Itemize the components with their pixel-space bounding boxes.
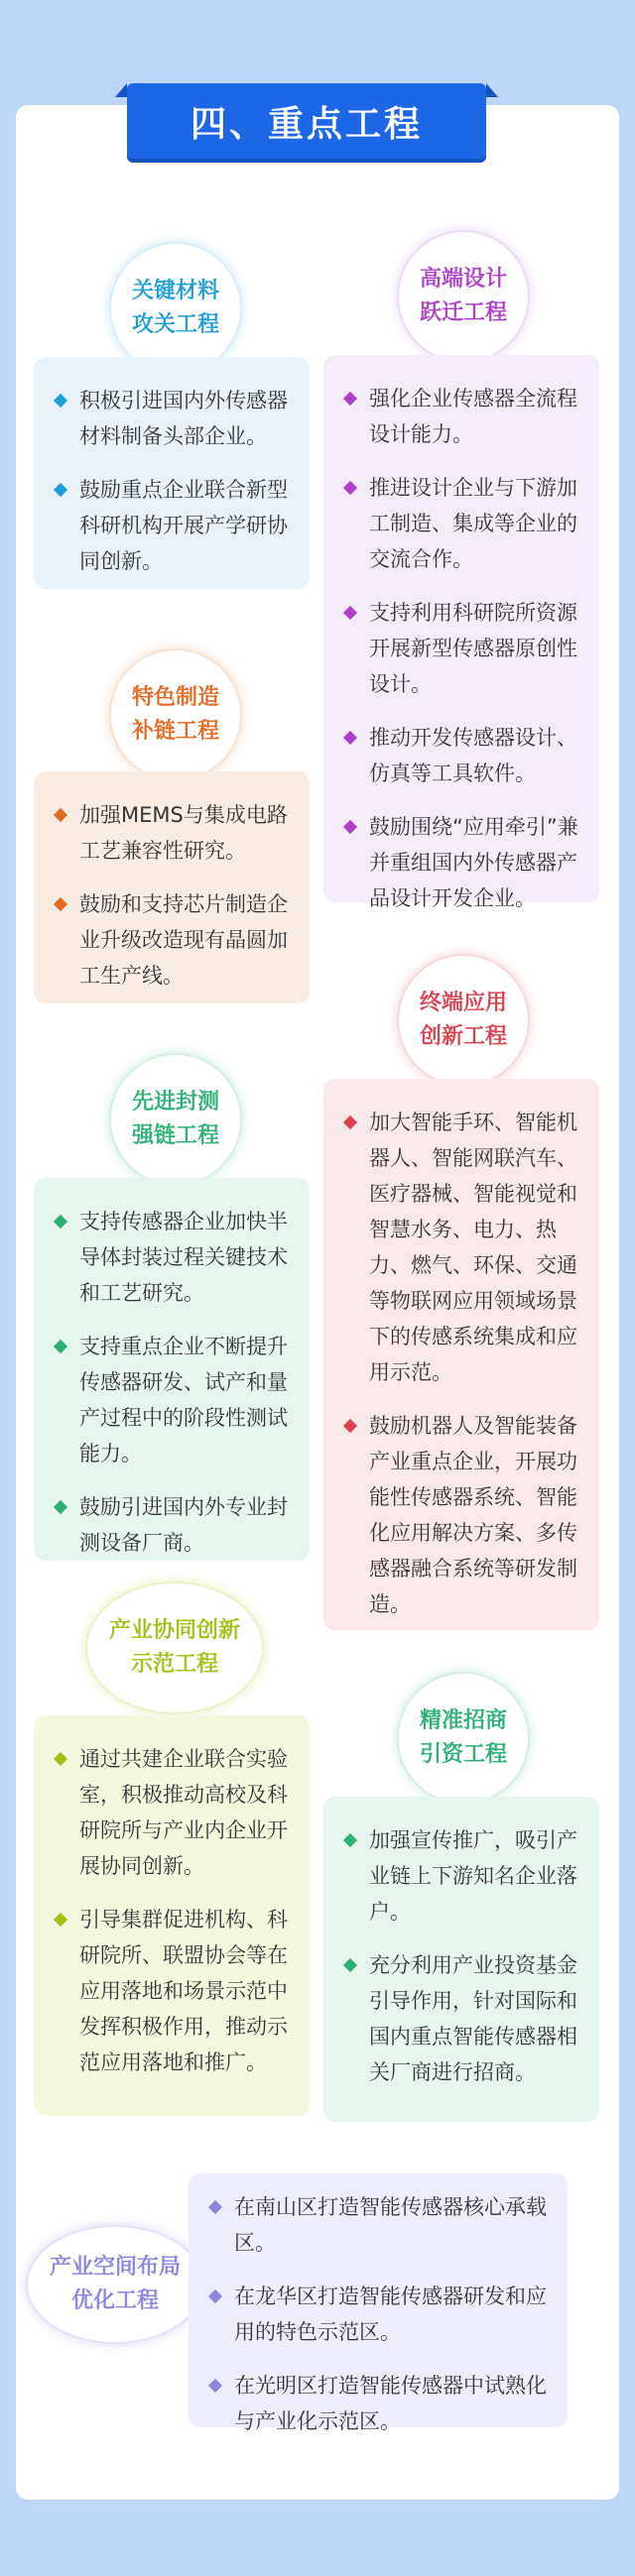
list-item: 支持利用科研院所资源开展新型传感器原创性设计。 bbox=[341, 595, 579, 702]
badge-industry-collaboration: 产业协同创新 示范工程 bbox=[85, 1581, 264, 1714]
section-header: 四、重点工程 bbox=[127, 83, 486, 159]
list-item: 鼓励围绕“应用牵引”兼并重组国内外传感器产品设计开发企业。 bbox=[341, 809, 579, 916]
diamond-bullet-icon bbox=[343, 820, 357, 834]
diamond-bullet-icon bbox=[343, 481, 357, 495]
card-spatial-layout bbox=[189, 2173, 568, 2433]
diamond-bullet-icon bbox=[343, 731, 357, 745]
list-item: 通过共建企业联合实验室，积极推动高校及科研院所与产业内企业开展协同创新。 bbox=[52, 1741, 290, 1884]
list-item: 推动开发传感器设计、仿真等工具软件。 bbox=[341, 720, 579, 791]
diamond-bullet-icon bbox=[54, 808, 67, 822]
diamond-bullet-icon bbox=[208, 2289, 222, 2303]
diamond-bullet-icon bbox=[208, 2379, 222, 2393]
list-item: 在光明区打造智能传感器中试熟化与产业化示范区。 bbox=[206, 2368, 548, 2439]
card-specialty-manufacturing bbox=[34, 771, 310, 1003]
diamond-bullet-icon bbox=[343, 1958, 357, 1972]
badge-terminal-application: 终端应用 创新工程 bbox=[397, 954, 530, 1087]
header-ribbon-left bbox=[115, 83, 127, 97]
list-item: 在南山区打造智能传感器核心承载区。 bbox=[206, 2189, 548, 2261]
diamond-bullet-icon bbox=[343, 392, 357, 406]
diamond-bullet-icon bbox=[54, 394, 67, 408]
diamond-bullet-icon bbox=[54, 1913, 67, 1927]
card-advanced-packaging bbox=[34, 1178, 310, 1561]
list-item: 在龙华区打造智能传感器研发和应用的特色示范区。 bbox=[206, 2279, 548, 2350]
diamond-bullet-icon bbox=[54, 483, 67, 497]
diamond-bullet-icon bbox=[343, 1419, 357, 1433]
badge-investment-attraction: 精准招商 引资工程 bbox=[397, 1672, 530, 1805]
list-item: 鼓励和支持芯片制造企业升级改造现有晶圆加工生产线。 bbox=[52, 886, 290, 994]
list-item: 引导集群促进机构、科研院所、联盟协会等在应用落地和场景示范中发挥积极作用，推动示范应用落地和推广。 bbox=[52, 1902, 290, 2080]
list-item: 加强宣传推广，吸引产业链上下游知名企业落户。 bbox=[341, 1822, 579, 1930]
list-item: 鼓励机器人及智能装备产业重点企业，开展功能性传感器系统、智能化应用解决方案、多传感器融合系统等研发制造。 bbox=[341, 1408, 579, 1622]
diamond-bullet-icon bbox=[54, 897, 67, 911]
diamond-bullet-icon bbox=[54, 1215, 67, 1229]
list-item: 加强MEMS与集成电路工艺兼容性研究。 bbox=[52, 797, 290, 869]
list-item: 鼓励引进国内外专业封测设备厂商。 bbox=[52, 1489, 290, 1561]
list-item: 充分利用产业投资基金引导作用，针对国际和国内重点智能传感器相关厂商进行招商。 bbox=[341, 1947, 579, 2090]
diamond-bullet-icon bbox=[54, 1500, 67, 1514]
card-key-materials bbox=[34, 357, 310, 589]
list-item: 积极引进国内外传感器材料制备头部企业。 bbox=[52, 383, 290, 454]
diamond-bullet-icon bbox=[343, 1115, 357, 1129]
card-high-end-design bbox=[323, 355, 599, 910]
diamond-bullet-icon bbox=[343, 606, 357, 620]
badge-high-end-design: 高端设计 跃迁工程 bbox=[397, 230, 530, 363]
badge-advanced-packaging: 先进封测 强链工程 bbox=[109, 1053, 242, 1186]
list-item: 强化企业传感器全流程设计能力。 bbox=[341, 381, 579, 452]
list-item: 加大智能手环、智能机器人、智能网联汽车、医疗器械、智能视觉和智慧水务、电力、热力、燃气、环保、交通等物联网应用领域场景下的传感系统集成和应用示范。 bbox=[341, 1105, 579, 1390]
list-item: 鼓励重点企业联合新型科研机构开展产学研协同创新。 bbox=[52, 472, 290, 579]
header-ribbon-right bbox=[486, 83, 498, 97]
diamond-bullet-icon bbox=[208, 2200, 222, 2214]
list-item: 支持传感器企业加快半导体封装过程关键技术和工艺研究。 bbox=[52, 1204, 290, 1311]
card-terminal-application bbox=[323, 1079, 599, 1630]
badge-key-materials: 关键材料 攻关工程 bbox=[109, 242, 242, 375]
list-item: 支持重点企业不断提升传感器研发、试产和量产过程中的阶段性测试能力。 bbox=[52, 1329, 290, 1471]
card-investment-attraction bbox=[323, 1797, 599, 2122]
card-industry-collaboration bbox=[34, 1715, 310, 2116]
diamond-bullet-icon bbox=[343, 1833, 357, 1847]
badge-specialty-manufacturing: 特色制造 补链工程 bbox=[109, 648, 242, 781]
badge-spatial-layout: 产业空间布局 优化工程 bbox=[26, 2225, 204, 2344]
diamond-bullet-icon bbox=[54, 1340, 67, 1353]
diamond-bullet-icon bbox=[54, 1752, 67, 1766]
list-item: 推进设计企业与下游加工制造、集成等企业的交流合作。 bbox=[341, 470, 579, 577]
